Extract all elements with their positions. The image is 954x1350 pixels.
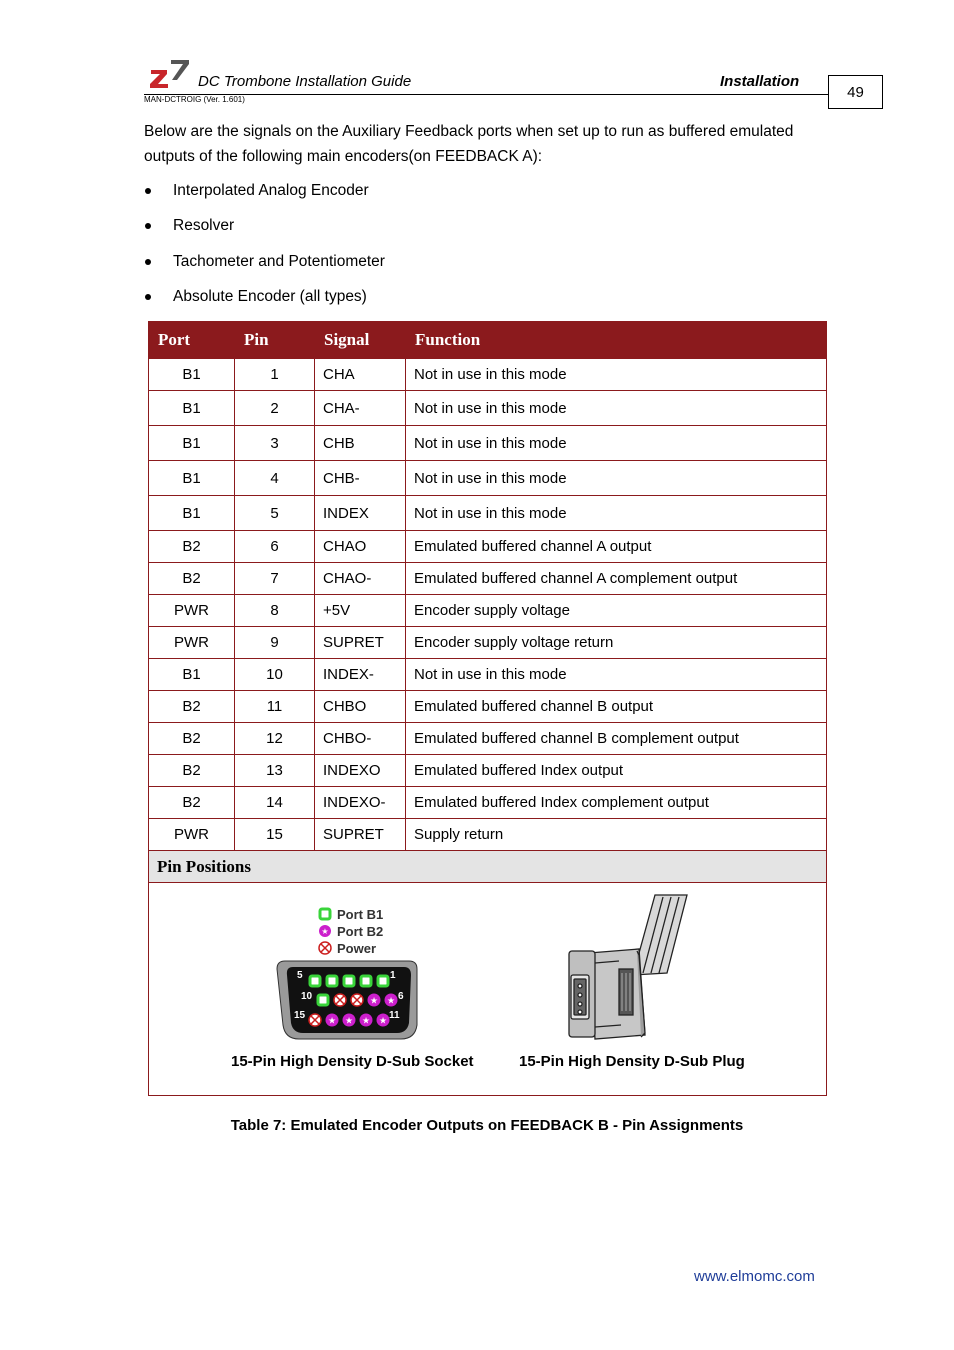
pin-b2 [385,994,398,1007]
signal-cell: CHAO [315,531,406,563]
pin-cell: 9 [235,627,315,659]
section-title: Installation [720,73,800,90]
port-cell: B1 [149,496,235,531]
table-row [149,787,827,819]
pin-b1 [318,995,328,1005]
signal-cell: SUPRET [315,819,406,851]
port-cell: PWR [149,627,235,659]
pin-power [309,1014,321,1026]
column-header-signal: Signal [315,322,406,359]
table-row [149,755,827,787]
table-row [149,563,827,595]
function-cell: Emulated buffered Index output [406,755,827,787]
pin-cell: 3 [235,426,315,461]
pin-cell: 14 [235,787,315,819]
port-cell: PWR [149,819,235,851]
pin-label-11: 11 [389,1010,400,1021]
function-cell: Not in use in this mode [406,461,827,496]
pin-b2 [343,1014,356,1027]
signal-cell: CHA [315,359,406,391]
pin-cell: 7 [235,563,315,595]
encoder-list [144,180,385,321]
table-row [149,819,827,851]
pin-cell: 2 [235,391,315,426]
list-item [144,215,385,250]
svg-text:★: ★ [327,1016,337,1027]
table-header-row [149,322,827,359]
table-row [149,426,827,461]
table-row [149,691,827,723]
pin-b1 [344,976,354,986]
port-cell: B1 [149,426,235,461]
legend-power: Power [337,941,377,956]
port-cell: B1 [149,461,235,496]
function-cell: Supply return [406,819,827,851]
pin-cell: 4 [235,461,315,496]
port-b1-legend-icon [320,909,330,919]
pin-positions-label: Pin Positions [149,851,827,883]
pin-cell: 12 [235,723,315,755]
pin-cell: 1 [235,359,315,391]
pin-label-1: 1 [390,970,396,981]
document-version: MAN-DCTROIG (Ver. 1.601) [144,95,245,104]
svg-text:★: ★ [378,1016,388,1027]
pin-cell: 5 [235,496,315,531]
table-row [149,531,827,563]
pin-label-6: 6 [398,991,404,1002]
port-cell: B2 [149,723,235,755]
table-row [149,461,827,496]
footer-website-link[interactable]: www.elmomc.com [694,1268,815,1285]
legend-port-b2: Port B2 [337,924,384,939]
signal-cell: CHB- [315,461,406,496]
legend-port-b1: Port B1 [337,907,384,922]
function-cell: Encoder supply voltage [406,595,827,627]
pin-cell: 6 [235,531,315,563]
table-row [149,359,827,391]
table-caption: Table 7: Emulated Encoder Outputs on FEEDBACK B - Pin Assignments [230,1117,744,1134]
function-cell: Emulated buffered channel A complement output [406,563,827,595]
pin-b2 [360,1014,373,1027]
pin-b2 [326,1014,339,1027]
table-row [149,391,827,426]
bullet-icon [145,259,151,265]
port-cell: B1 [149,359,235,391]
svg-text:★: ★ [361,1016,371,1027]
pin-cell: 10 [235,659,315,691]
pin-b1 [310,976,320,986]
bullet-icon [145,188,151,194]
pin-b2 [368,994,381,1007]
table-row [149,627,827,659]
svg-text:★: ★ [386,996,396,1007]
pin-b1 [327,976,337,986]
function-cell: Encoder supply voltage return [406,627,827,659]
pin-positions-figure-row [149,883,827,1096]
svg-text:★: ★ [369,996,379,1007]
pin-cell: 15 [235,819,315,851]
function-cell: Not in use in this mode [406,659,827,691]
signal-cell: +5V [315,595,406,627]
port-cell: B2 [149,691,235,723]
pin-positions-figure [149,883,827,1096]
port-b2-legend-icon [319,925,331,937]
pin-cell: 8 [235,595,315,627]
port-cell: PWR [149,595,235,627]
pin-power [351,994,363,1006]
pin-b2 [377,1014,390,1027]
signal-cell: SUPRET [315,627,406,659]
socket-caption: 15-Pin High Density D-Sub Socket [231,1053,474,1070]
pin-assignment-table [148,321,827,1096]
list-item [144,251,385,286]
column-header-pin: Pin [235,322,315,359]
function-cell: Not in use in this mode [406,496,827,531]
port-cell: B1 [149,659,235,691]
function-cell: Emulated buffered channel B output [406,691,827,723]
port-cell: B1 [149,391,235,426]
function-cell: Emulated buffered Index complement output [406,787,827,819]
pin-positions-header-row [149,851,827,883]
dsub-plug-illustration [569,895,687,1039]
port-cell: B2 [149,531,235,563]
list-item [144,286,385,321]
list-item-text: Absolute Encoder (all types) [173,287,367,305]
function-cell: Not in use in this mode [406,359,827,391]
plug-caption: 15-Pin High Density D-Sub Plug [519,1053,745,1070]
port-cell: B2 [149,563,235,595]
table-row [149,659,827,691]
bullet-icon [145,223,151,229]
pin-label-5: 5 [297,970,303,981]
page-number: 49 [828,75,883,109]
signal-cell: CHBO [315,691,406,723]
signal-cell: CHAO- [315,563,406,595]
function-cell: Not in use in this mode [406,426,827,461]
list-item-text: Interpolated Analog Encoder [173,182,369,199]
column-header-port: Port [149,322,235,359]
pin-label-15: 15 [294,1010,306,1021]
signal-cell: INDEXO- [315,787,406,819]
list-item-text: Resolver [173,217,235,235]
svg-text:★: ★ [344,1016,354,1027]
pin-label-10: 10 [301,991,313,1002]
document-title: DC Trombone Installation Guide [198,73,412,90]
signal-cell: INDEX- [315,659,406,691]
svg-text:★: ★ [321,927,329,936]
signal-cell: CHBO- [315,723,406,755]
function-cell: Emulated buffered channel A output [406,531,827,563]
table-row [149,595,827,627]
signal-cell: CHB [315,426,406,461]
list-item-text: Tachometer and Potentiometer [173,252,385,270]
port-cell: B2 [149,787,235,819]
power-legend-icon [319,942,331,954]
header-rule [144,94,828,95]
signal-cell: INDEXO [315,755,406,787]
bullet-icon [145,294,151,300]
pin-b1 [378,976,388,986]
intro-paragraph: Below are the signals on the Auxiliary Feedback ports when set up to run as buffered emulated outputs of the following main encoders(on FEEDBACK A): [144,123,794,165]
pin-cell: 13 [235,755,315,787]
list-item [144,180,385,215]
pin-cell: 11 [235,691,315,723]
column-header-function: Function [406,322,827,359]
elmo-logo [149,58,189,88]
signal-cell: CHA- [315,391,406,426]
signal-cell: INDEX [315,496,406,531]
pin-b1 [361,976,371,986]
pin-power [334,994,346,1006]
port-cell: B2 [149,755,235,787]
table-row [149,723,827,755]
table-row [149,496,827,531]
function-cell: Emulated buffered channel B complement output [406,723,827,755]
function-cell: Not in use in this mode [406,391,827,426]
